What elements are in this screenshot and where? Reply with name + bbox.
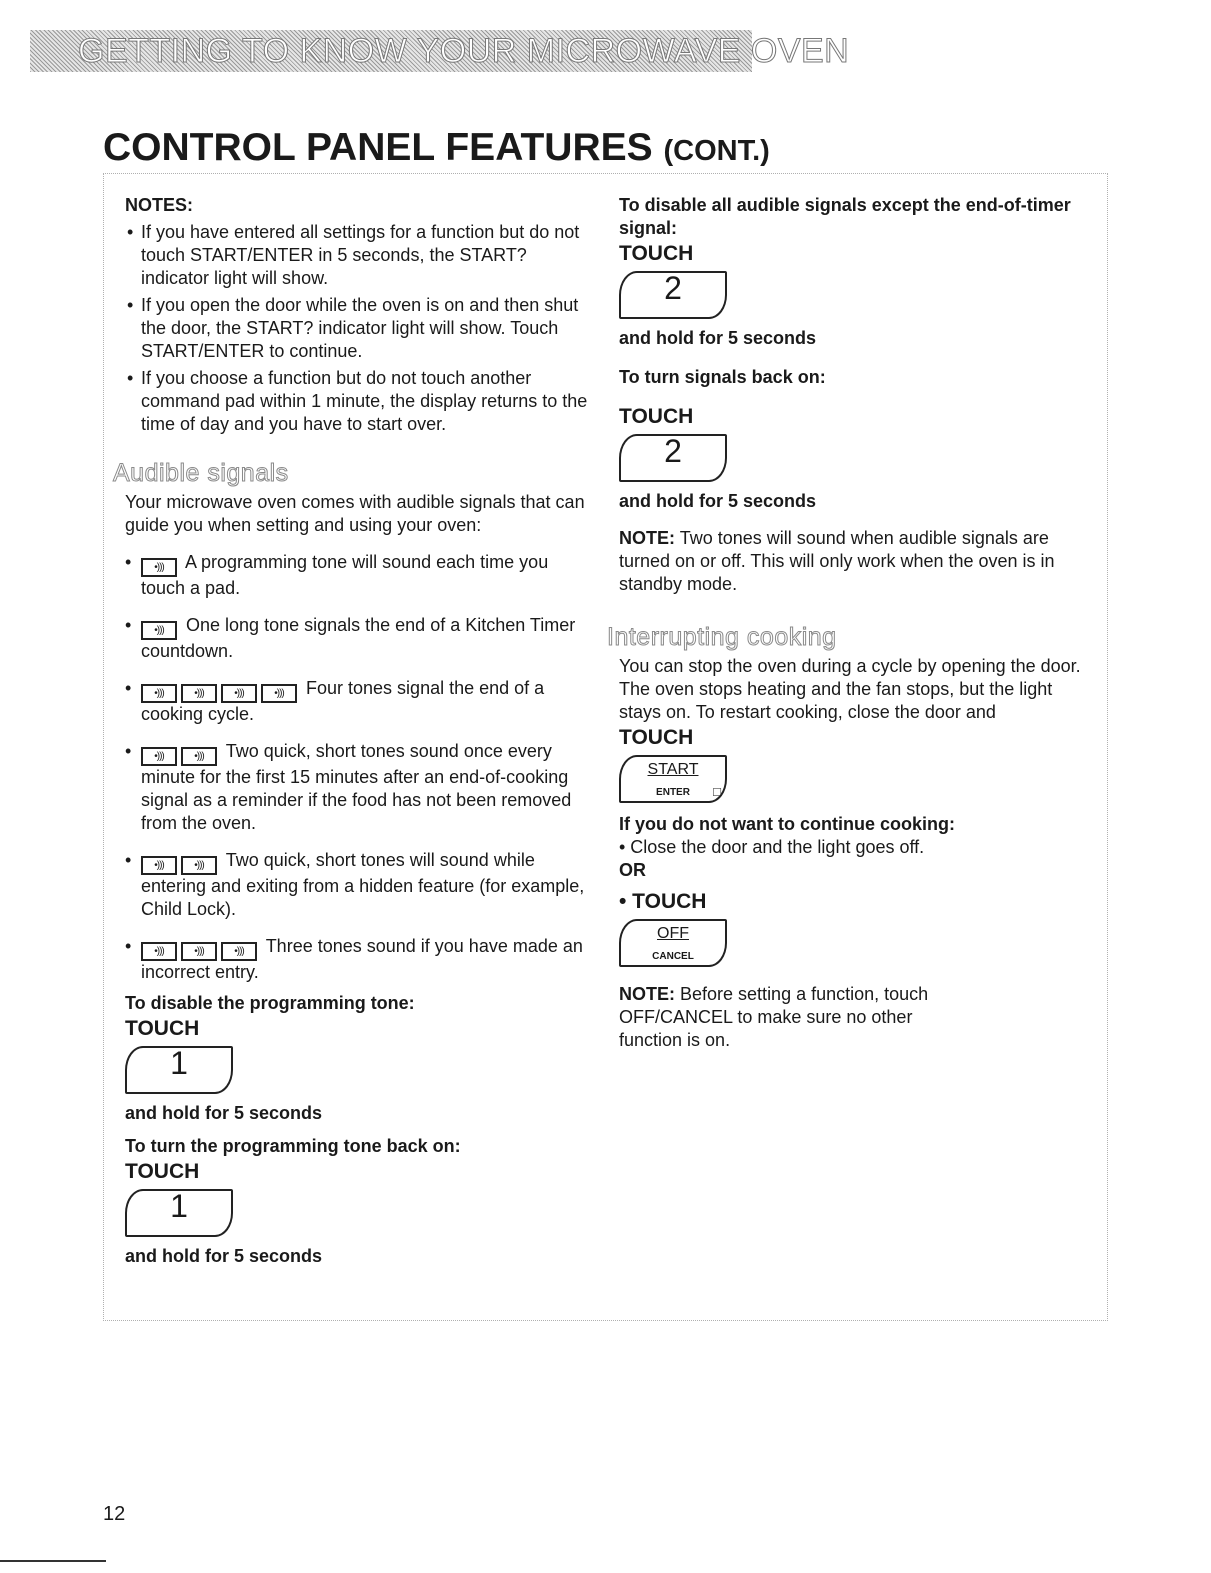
pad-label: START	[647, 761, 699, 778]
signal-text: One long tone signals the end of a Kitchen Timer countdown.	[141, 615, 576, 661]
hold-instruction: and hold for 5 seconds	[125, 1103, 323, 1123]
note-item: • If you have entered all settings for a function but do not touch START/ENTER in 5 seconds, the START? indicator light will show.	[125, 221, 595, 290]
number-2-pad[interactable]	[619, 434, 727, 482]
note-label: NOTE:	[619, 984, 675, 1004]
signal-item	[125, 935, 595, 984]
tone-icon: •)))	[181, 856, 217, 875]
hold-instruction: and hold for 5 seconds	[619, 491, 817, 511]
number-2-pad[interactable]	[619, 271, 727, 319]
notes-heading: NOTES:	[125, 195, 194, 215]
signal-item	[125, 740, 595, 835]
turn-signals-on-heading: To turn signals back on:	[619, 367, 826, 387]
pad-label: 2	[664, 270, 682, 306]
tone-icon: •)))	[181, 684, 217, 703]
signal-item	[125, 551, 595, 600]
interrupting-cooking-title: Interrupting cooking	[607, 623, 837, 651]
enable-programming-tone-heading: To turn the programming tone back on:	[125, 1136, 461, 1156]
touch-label: TOUCH	[125, 1160, 200, 1183]
touch-label: TOUCH	[619, 726, 694, 749]
touch-label: TOUCH	[619, 242, 694, 265]
disable-programming-tone-heading: To disable the programming tone:	[125, 993, 415, 1013]
interrupting-intro: You can stop the oven during a cycle by opening the door. The oven stops heating and the fan stops, but the light stays on. To restart cooking, close the door and	[619, 656, 1081, 722]
tone-icon: •)))	[181, 942, 217, 961]
disable-all-signals-heading: To disable all audible signals except the end-of-timer signal:	[619, 195, 1071, 238]
tone-icon: •)))	[221, 684, 257, 703]
bullet-touch-label: • TOUCH	[619, 890, 707, 913]
pad-label: 1	[170, 1188, 188, 1224]
banner-text: GETTING TO KNOW YOUR MICROWAVE OVEN	[78, 32, 850, 70]
touch-label: TOUCH	[125, 1017, 200, 1040]
note-label: NOTE:	[619, 528, 675, 548]
start-enter-pad[interactable]	[619, 755, 727, 803]
or-text: OR	[619, 860, 646, 880]
pad-sublabel: CANCEL	[652, 951, 694, 962]
pad-label: 2	[664, 433, 682, 469]
tone-icon: •)))	[221, 942, 257, 961]
note-item: • If you choose a function but do not touch another command pad within 1 minute, the display returns to the time of day and you have to start over.	[125, 367, 595, 436]
hold-instruction: and hold for 5 seconds	[125, 1246, 323, 1266]
bottom-rule	[0, 1560, 106, 1562]
tone-icon: •)))	[141, 558, 177, 577]
number-1-pad[interactable]	[125, 1046, 233, 1094]
signal-text: Three tones sound if you have made an incorrect entry.	[141, 936, 583, 982]
signal-text: Two quick, short tones sound once every minute for the first 15 minutes after an end-of-cooking signal as a reminder if the food has not been removed from the oven.	[141, 741, 572, 833]
audible-signals-title: Audible signals	[113, 459, 289, 487]
pad-label: OFF	[657, 925, 689, 942]
left-column	[113, 194, 595, 1268]
signal-item	[125, 614, 595, 663]
page-number: 12	[103, 1503, 126, 1525]
tone-icon: •)))	[141, 942, 177, 961]
signal-item	[125, 677, 595, 726]
audible-intro: Your microwave oven comes with audible signals that can guide you when setting and using your oven:	[125, 492, 585, 535]
tone-icon: •)))	[141, 856, 177, 875]
signal-text: Four tones signal the end of a cooking cycle.	[141, 678, 545, 724]
signal-text: Two quick, short tones will sound while entering and exiting from a hidden feature (for example, Child Lock).	[141, 850, 585, 919]
lock-icon: □	[713, 784, 721, 799]
pad-sublabel: ENTER	[656, 787, 690, 798]
note-item: • If you open the door while the oven is on and then shut the door, the START? indicator light will show. Touch START/ENTER to continue.	[125, 294, 595, 363]
note-text: Two tones will sound when audible signals are turned on or off. This will only work when the oven is in standby mode.	[619, 528, 1055, 594]
signal-item	[125, 849, 595, 921]
tone-icon: •)))	[261, 684, 297, 703]
tone-icon: •)))	[141, 621, 177, 640]
title-main: CONTROL PANEL FEATURES	[103, 126, 653, 169]
section-banner	[30, 30, 850, 72]
touch-label: TOUCH	[619, 405, 694, 428]
interrupting-note	[619, 983, 979, 1052]
title-suffix: (CONT.)	[663, 135, 770, 167]
right-column	[607, 194, 1089, 1052]
page-title	[103, 126, 770, 170]
tone-icon: •)))	[181, 747, 217, 766]
signal-text: A programming tone will sound each time you touch a pad.	[141, 552, 549, 598]
no-continue-heading: If you do not want to continue cooking:	[619, 814, 955, 834]
off-cancel-pad[interactable]	[619, 919, 727, 967]
hold-instruction: and hold for 5 seconds	[619, 328, 817, 348]
signals-note	[619, 527, 1089, 596]
number-1-pad[interactable]	[125, 1189, 233, 1237]
close-door-text: • Close the door and the light goes off.	[619, 837, 925, 857]
note-text: Before setting a function, touch OFF/CANCEL to make sure no other function is on.	[619, 984, 929, 1050]
tone-icon: •)))	[141, 684, 177, 703]
tone-icon: •)))	[141, 747, 177, 766]
pad-label: 1	[170, 1045, 188, 1081]
